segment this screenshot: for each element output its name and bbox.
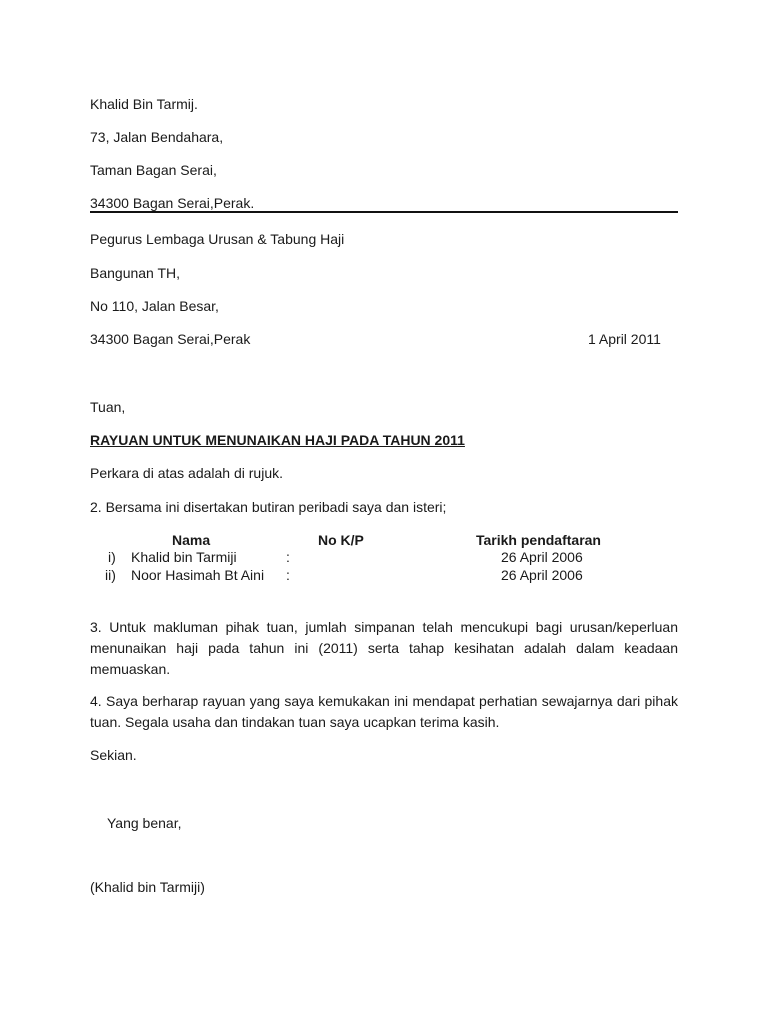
recipient-line-1: Pegurus Lembaga Urusan & Tabung Haji [90,231,345,247]
letterhead-divider [90,211,678,213]
reference-line: Perkara di atas adalah di rujuk. [90,465,283,481]
subject-line: RAYUAN UNTUK MENUNAIKAN HAJI PADA TAHUN 2011 [90,432,465,448]
row-separator: : [286,549,290,565]
row-date: 26 April 2006 [501,567,583,583]
sender-address-line-2: Taman Bagan Serai, [90,162,217,178]
row-date: 26 April 2006 [501,549,583,565]
row-name: Khalid bin Tarmiji [131,549,237,565]
table-header-date: Tarikh pendaftaran [476,532,601,548]
salutation: Tuan, [90,399,126,415]
paragraph-4: 4. Saya berharap rayuan yang saya kemukakan ini mendapat perhatian sewajarnya dari pihak tuan. Segala usaha dan tindakan tuan saya ucapkan terima kasih. [90,693,678,730]
row-separator: : [286,567,290,583]
recipient-line-4: 34300 Bagan Serai,Perak [90,331,251,347]
closing-yang-benar: Yang benar, [107,815,182,831]
recipient-line-3: No 110, Jalan Besar, [90,298,219,314]
paragraph-2: 2. Bersama ini disertakan butiran peribadi saya dan isteri; [90,499,447,515]
signature-name: (Khalid bin Tarmiji) [90,879,205,895]
sender-address-line-3: 34300 Bagan Serai,Perak. [90,195,255,211]
row-name: Noor Hasimah Bt Aini [131,567,265,583]
paragraph-3: 3. Untuk makluman pihak tuan, jumlah simpanan telah mencukupi bagi urusan/keperluan menunaikan haji pada tahun ini (2011) serta tahap kesihatan adalah dalam keadaan memuaskan. [90,619,678,677]
closing-sekian: Sekian. [90,747,137,763]
sender-address-line-1: 73, Jalan Bendahara, [90,129,224,145]
recipient-line-2: Bangunan TH, [90,265,181,281]
row-number: ii) [105,567,116,583]
sender-name: Khalid Bin Tarmij. [90,96,198,112]
letter-date: 1 April 2011 [588,331,661,347]
table-header-name: Nama [172,532,211,548]
table-header-ic: No K/P [318,532,364,548]
row-number: i) [108,549,116,565]
